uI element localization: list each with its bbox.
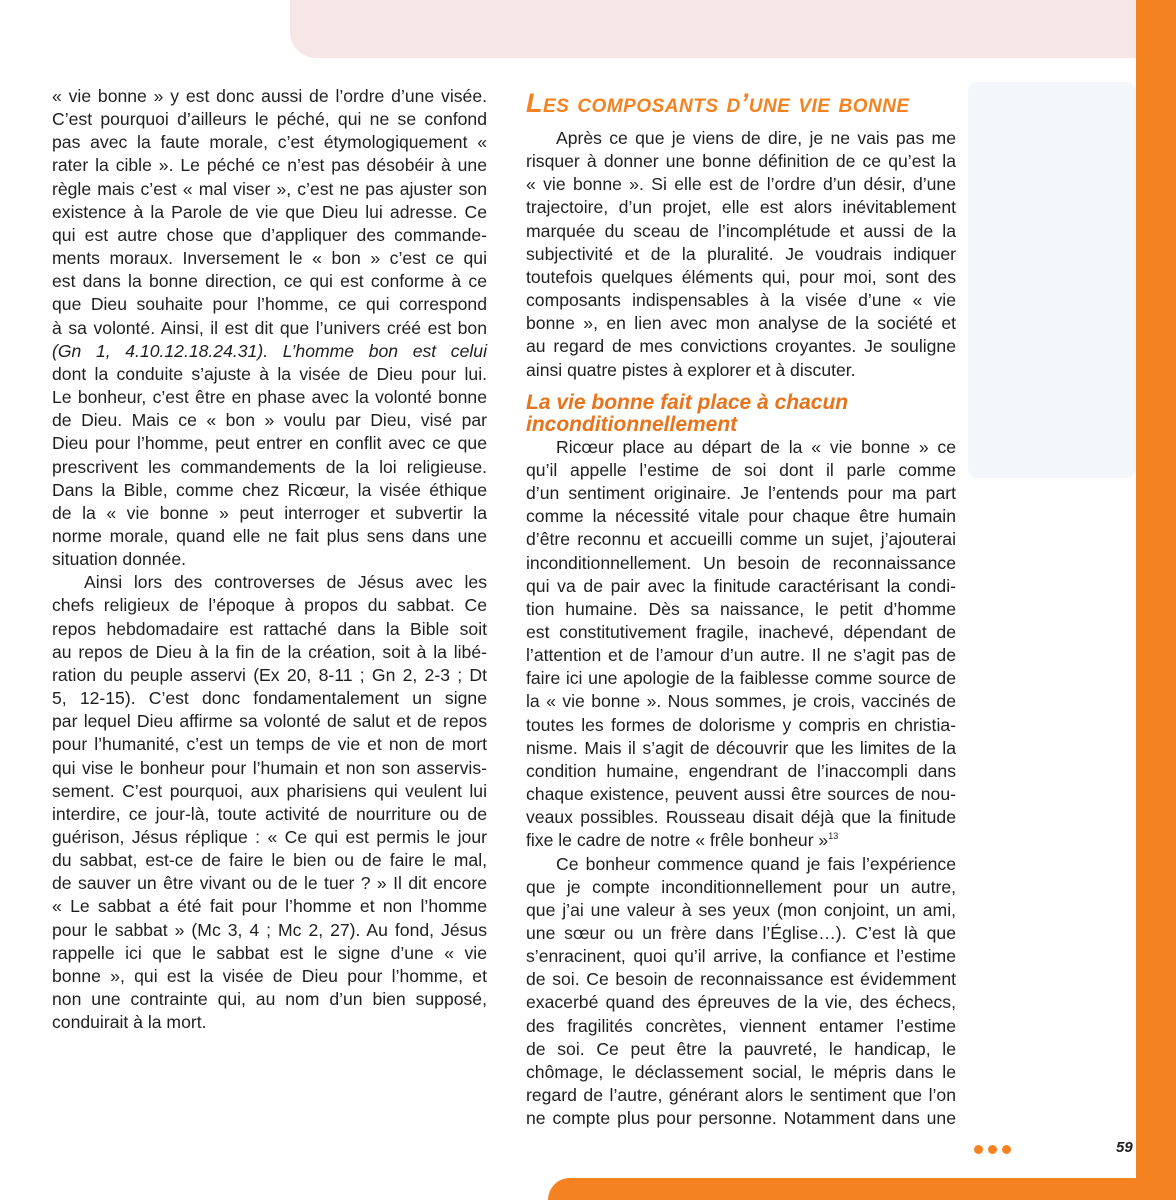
text-line: sement. C’est pourquoi, aux pharisiens qui veulent lui bbox=[52, 780, 487, 801]
text-line: ments moraux. Inversement le « bon » c’est ce qui bbox=[52, 248, 487, 269]
text-line: chefs religieux de l’époque à propos du sabbat. Ce bbox=[52, 595, 487, 616]
text-line: ne compte plus pour personne. Notamment dans une bbox=[526, 1108, 956, 1129]
text-line: prescrivent les commandements de la loi religieuse. bbox=[52, 456, 487, 477]
text-line: des fragilités concrètes, viennent entamer l’estime bbox=[526, 1015, 956, 1036]
body-paragraph-2 bbox=[526, 853, 956, 1131]
text-line: marquée du sceau de l’incomplétude et aussi de la bbox=[526, 220, 956, 241]
text-line: Ce bonheur commence quand je fais l’expérience bbox=[556, 853, 956, 874]
text-line: au regard de mes convictions croyantes. Je souligne bbox=[526, 336, 956, 357]
text-line: non une contrainte qui, au nom d’un bien supposé, bbox=[52, 989, 487, 1010]
text-line: norme morale, quand elle ne fait plus sens dans une bbox=[52, 525, 487, 546]
text-line: existence à la Parole de vie que Dieu lui adresse. Ce bbox=[52, 201, 487, 222]
text-line: rater la cible ». Le péché ce n’est pas désobéir à une bbox=[52, 155, 487, 176]
text-line: de la « vie bonne » peut interroger et subvertir la bbox=[52, 502, 487, 523]
text-line: règle mais c’est « mal viser », c’est ne pas ajuster son bbox=[52, 178, 487, 199]
text-line bbox=[526, 829, 956, 852]
text-line: nisme. Mais il s’agit de découvrir que les limites de la bbox=[526, 737, 956, 758]
text-line: composants indispensables à la visée d’une « vie bbox=[526, 290, 956, 311]
text-line: qui est autre chose que d’appliquer des commande- bbox=[52, 224, 487, 245]
text-line: de soi. Ce besoin de reconnaissance est évidemment bbox=[526, 969, 956, 990]
text-line: d’être reconnu et accueilli comme un sujet, j’ajouterai bbox=[526, 529, 956, 550]
text-line: de sauver un être vivant ou de le tuer ? » Il dit encore bbox=[52, 873, 487, 894]
text-line: s’enracinent, quoi qu’il arrive, la confiance et l’estime bbox=[526, 946, 956, 967]
right-column bbox=[526, 85, 956, 1130]
text-line: C’est pourquoi d’ailleurs le péché, qui ne se confond bbox=[52, 109, 487, 130]
text-line: inconditionnellement. Un besoin de reconnaissance bbox=[526, 552, 956, 573]
paragraph-1 bbox=[52, 85, 487, 571]
text-line: pour l’humanité, c’est un temps de vie et non de mort bbox=[52, 734, 487, 755]
text-line: Après ce que je viens de dire, je ne vais pas me bbox=[556, 128, 956, 148]
text-line: par lequel Dieu affirme sa volonté de salut et de repos bbox=[52, 711, 487, 732]
intro-paragraph bbox=[526, 127, 956, 382]
text-line: conduirait à la mort. bbox=[52, 1012, 207, 1033]
text-line: pour le sabbat » (Mc 3, 4 ; Mc 2, 27). Au fond, Jésus bbox=[52, 919, 487, 940]
text-line: Dieu pour l’homme, peut entrer en conflit avec ce que bbox=[52, 433, 487, 454]
text-line: de Dieu. Mais ce « bon » voulu par Dieu, visé par bbox=[52, 410, 487, 431]
text-line: que Dieu souhaite pour l’homme, ce qui correspond bbox=[52, 294, 487, 315]
paragraph-2 bbox=[52, 571, 487, 1034]
text-line: chômage, le déclassement social, le mépris dans le bbox=[526, 1061, 956, 1082]
subsection-title-line: La vie bonne fait place à chacun bbox=[526, 390, 849, 414]
text-line: chaque existence, peuvent aussi être sources de nou- bbox=[526, 784, 956, 805]
text-line: la « vie bonne ». Nous sommes, je crois, vaccinés de bbox=[526, 691, 956, 712]
text-line: faire ici une apologie de la faiblesse comme source de bbox=[526, 668, 956, 689]
text-line: de soi. Ce peut être la pauvreté, le handicap, le bbox=[526, 1038, 956, 1059]
text-line: veaux possibles. Rousseau disait déjà que la finitude bbox=[526, 807, 956, 828]
text-line: une sœur ou un frère dans l’Église…). C’est là que bbox=[526, 923, 956, 943]
text-line: « vie bonne ». Si elle est de l’ordre d’un désir, d’une bbox=[526, 174, 956, 195]
footnote-mark: 13 bbox=[828, 831, 839, 842]
text-line: que je compte inconditionnellement pour un autre, bbox=[526, 876, 956, 897]
sidebar-panel-bleed bbox=[968, 82, 1136, 478]
text-line: Ricœur place au départ de la « vie bonne » ce bbox=[556, 436, 956, 457]
section-title: Les composants d’une vie bonne bbox=[526, 88, 910, 118]
text-line: « vie bonne » y est donc aussi de l’ordre d’une visée. bbox=[52, 86, 487, 106]
text-line: rappelle ici que le sabbat est le signe d’une « vie bbox=[52, 942, 487, 963]
bottom-orange-band bbox=[548, 1178, 1148, 1200]
text-line: tion humaine. Dès sa naissance, le petit d’homme bbox=[526, 598, 956, 619]
continuation-dots-icon bbox=[974, 1142, 1018, 1156]
text-line-content: fixe le cadre de notre « frêle bonheur » bbox=[526, 830, 829, 851]
text-line: exacerbé quand des épreuves de la vie, des échecs, bbox=[526, 992, 956, 1013]
text-line: dont la conduite s’ajuste à la visée de Dieu pour lui. bbox=[52, 363, 487, 384]
text-line: guérison, Jésus réplique : « Ce qui est permis le jour bbox=[52, 827, 487, 847]
text-line: qu’il appelle l’estime de soi dont il parle comme bbox=[526, 459, 956, 480]
text-line: est constitutivement fragile, inachevé, dépendant de bbox=[526, 621, 956, 642]
text-line: bonne », en lien avec mon analyse de la société et bbox=[526, 313, 956, 334]
text-line: ration du peuple asservi (Ex 20, 8-11 ; Gn 2, 2-3 ; Dt bbox=[52, 664, 487, 685]
text-line: l’attention et de l’amour d’un autre. Il ne s’agit pas de bbox=[526, 645, 956, 666]
text-line: condition humaine, engendrant de l’inaccompli dans bbox=[526, 760, 956, 781]
text-line: Dans la Bible, comme chez Ricœur, la visée éthique bbox=[52, 479, 487, 500]
dot-icon bbox=[974, 1145, 983, 1154]
text-line: repos hebdomadaire est rattaché dans la Bible soit bbox=[52, 618, 487, 639]
text-line: qui vise le bonheur pour l’humain et non son asservis- bbox=[52, 757, 487, 778]
scripture-reference-line: (Gn 1, 4.10.12.18.24.31). L’homme bon est celui bbox=[52, 340, 487, 361]
subsection-title bbox=[526, 392, 956, 436]
text-line: regard de l’autre, générant alors le sentiment que l’on bbox=[526, 1085, 956, 1106]
text-line: que j’ai une valeur à ses yeux (mon conjoint, un ami, bbox=[526, 899, 956, 920]
text-line: subjectivité et de la pluralité. Je voudrais indiquer bbox=[526, 243, 956, 264]
subsection-title-line: inconditionnellement bbox=[526, 412, 738, 436]
text-line: trajectoire, d’un projet, elle est alors inévitablement bbox=[526, 197, 956, 218]
text-line: pas avec la faute morale, c’est étymologiquement « bbox=[52, 132, 487, 153]
text-line: comme la nécessité vitale pour chaque être humain bbox=[526, 506, 956, 527]
text-line: du sabbat, est-ce de faire le bien ou de faire le mal, bbox=[52, 850, 487, 871]
top-decorative-band bbox=[290, 0, 1136, 58]
page-number: 59 bbox=[1116, 1139, 1133, 1156]
text-line: 5, 12-15). C’est donc fondamentalement un signe bbox=[52, 688, 487, 709]
left-column bbox=[52, 85, 487, 1034]
text-line: qui va de pair avec la finitude caractérisant la condi- bbox=[526, 575, 956, 596]
text-line: situation donnée. bbox=[52, 549, 187, 570]
text-line: au repos de Dieu à la fin de la création, soit à la libé- bbox=[52, 641, 487, 662]
text-line: « Le sabbat a été fait pour l’homme et non l’homme bbox=[52, 896, 487, 917]
text-line: Le bonheur, c’est être en phase avec la volonté bonne bbox=[52, 387, 487, 408]
text-line: Ainsi lors des controverses de Jésus avec les bbox=[84, 572, 487, 593]
text-line: ainsi quatre pistes à explorer et à discuter. bbox=[526, 359, 856, 380]
dot-icon bbox=[988, 1145, 997, 1154]
text-line: d’un sentiment originaire. Je l’entends pour ma part bbox=[526, 483, 956, 504]
text-line: bonne », qui est la visée de Dieu pour l’homme, et bbox=[52, 965, 487, 986]
dot-icon bbox=[1002, 1145, 1011, 1154]
right-orange-margin-band bbox=[1136, 0, 1176, 1200]
text-line: à sa volonté. Ainsi, il est dit que l’univers créé est bon bbox=[52, 317, 487, 338]
text-line: risquer à donner une bonne définition de ce qu’est la bbox=[526, 151, 956, 172]
text-line: toutes les formes de dolorisme y compris en christia- bbox=[526, 714, 956, 735]
body-paragraph-1 bbox=[526, 436, 956, 853]
text-line: est dans la bonne direction, ce qui est conforme à ce bbox=[52, 271, 487, 292]
text-line: toutefois quelques éléments qui, pour moi, sont des bbox=[526, 266, 956, 287]
text-line: interdire, ce jour-là, toute activité de nourriture ou de bbox=[52, 803, 487, 824]
